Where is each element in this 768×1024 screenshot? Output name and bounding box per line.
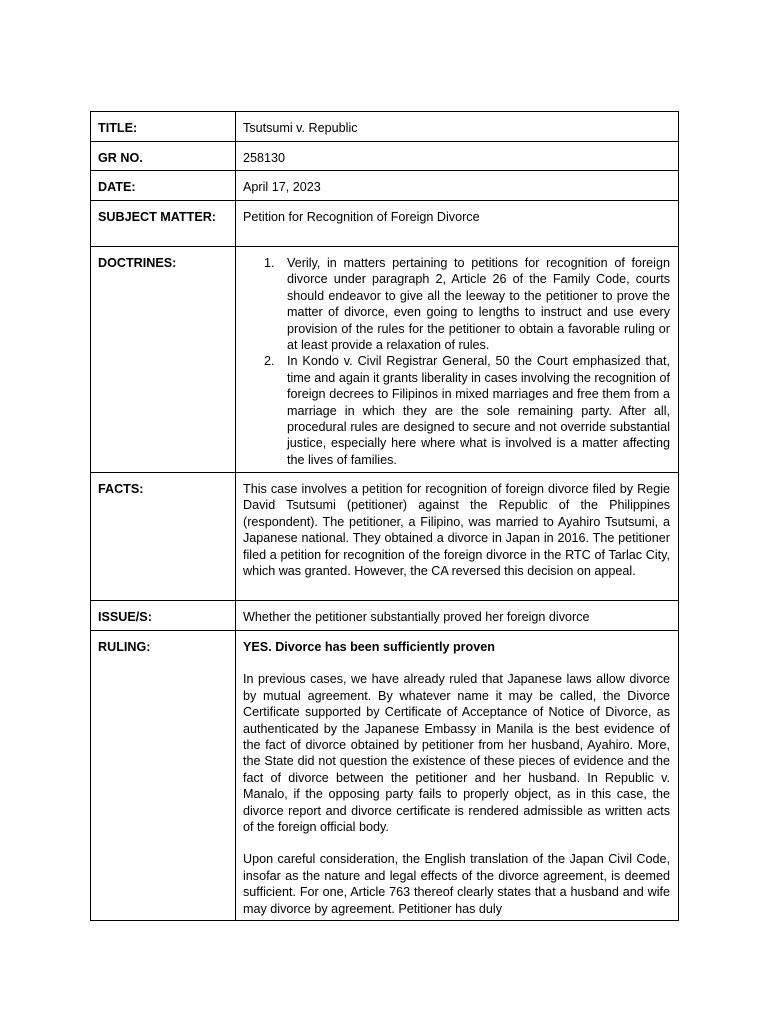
date-label: DATE:	[98, 180, 136, 194]
title-value-cell	[236, 112, 679, 142]
subject-value-cell	[236, 201, 679, 247]
subject-label-cell	[91, 201, 236, 247]
date-value: April 17, 2023	[243, 180, 321, 194]
row-title	[91, 112, 679, 142]
ruling-value-cell	[236, 631, 679, 921]
gr-value-cell	[236, 142, 679, 171]
facts-value-cell	[236, 473, 679, 601]
ruling-heading: YES. Divorce has been sufficiently proven	[243, 640, 495, 654]
subject-matter-value: Petition for Recognition of Foreign Divorce	[243, 210, 480, 224]
doctrine-text: In Kondo v. Civil Registrar General, 50 the Court emphasized that, time and again it grants liberality in cases involving the recognition of foreign decrees to Filipinos in mixed marriages and free them from a marriage in which they are the sole remaining party. After all, procedural rules are designed to secure and not override substantial justice, especially here where what is involved is a matter affecting the lives of families.	[287, 354, 670, 467]
ruling-paragraph-1: In previous cases, we have already ruled that Japanese laws allow divorce by mutual agreement. By whatever name it may be called, the Divorce Certificate supported by Certificate of Acceptance of Notice of Divorce, as authenticated by the Japanese Embassy in Manila is the best evidence of the fact of divorce obtained by petitioner from her husband, Ayahiro. More, the State did not question the existence of these pieces of evidence and the fact of divorce between the petitioner and her husband. In Republic v. Manalo, if the opposing party fails to properly object, as in this case, the divorce report and divorce certificate is rendered admissible as written acts of the foreign official body.	[243, 672, 670, 835]
case-digest-table	[90, 111, 679, 921]
doctrine-number: 2.	[264, 354, 275, 369]
row-ruling	[91, 631, 679, 921]
doctrine-item-2	[264, 353, 670, 468]
facts-text: This case involves a petition for recognition of foreign divorce filed by Regie David Tsutsumi (petitioner) against the Republic of the Philippines (respondent). The petitioner, a Filipino, was married to Ayahiro Tsutsumi, a Japanese national. They obtained a divorce in Japan in 2016. The petitioner filed a petition for recognition of the foreign divorce in the RTC of Tarlac City, which was granted. However, the CA reversed this decision on appeal.	[243, 482, 670, 579]
row-facts	[91, 473, 679, 601]
title-label: TITLE:	[98, 121, 138, 135]
row-date	[91, 171, 679, 201]
issue-label-cell	[91, 601, 236, 631]
ruling-label: RULING:	[98, 640, 151, 654]
row-doctrines	[91, 247, 679, 473]
doctrines-label: DOCTRINES:	[98, 256, 177, 270]
doctrine-item-1	[264, 255, 670, 353]
row-subject-matter	[91, 201, 679, 247]
facts-label: FACTS:	[98, 482, 144, 496]
doctrine-text: Verily, in matters pertaining to petitions for recognition of foreign divorce under paragraph 2, Article 26 of the Family Code, courts should endeavor to give all the leeway to the petitioner to prove the matter of divorce, even going to lengths to instruct and use every provision of the rules for the petitioner to obtain a favorable ruling or at least provide a relaxation of rules.	[287, 256, 670, 353]
doctrines-value-cell	[236, 247, 679, 473]
row-gr-no	[91, 142, 679, 171]
gr-no-value: 258130	[243, 151, 286, 165]
facts-label-cell	[91, 473, 236, 601]
title-label-cell	[91, 112, 236, 142]
date-label-cell	[91, 171, 236, 201]
issue-label: ISSUE/S:	[98, 610, 152, 624]
subject-matter-label: SUBJECT MATTER:	[98, 210, 217, 224]
ruling-label-cell	[91, 631, 236, 921]
date-value-cell	[236, 171, 679, 201]
gr-label-cell	[91, 142, 236, 171]
doctrines-list	[243, 255, 670, 468]
issue-text: Whether the petitioner substantially proved her foreign divorce	[243, 610, 590, 624]
ruling-paragraph-2: Upon careful consideration, the English translation of the Japan Civil Code, insofar as the nature and legal effects of the divorce agreement, is deemed sufficient. For one, Article 763 thereof clearly states that a husband and wife may divorce by agreement. Petitioner has duly	[243, 852, 670, 916]
gr-no-label: GR NO.	[98, 151, 143, 165]
row-issues	[91, 601, 679, 631]
case-title: Tsutsumi v. Republic	[243, 121, 358, 135]
doctrine-number: 1.	[264, 256, 275, 270]
doctrines-label-cell	[91, 247, 236, 473]
issue-value-cell	[236, 601, 679, 631]
